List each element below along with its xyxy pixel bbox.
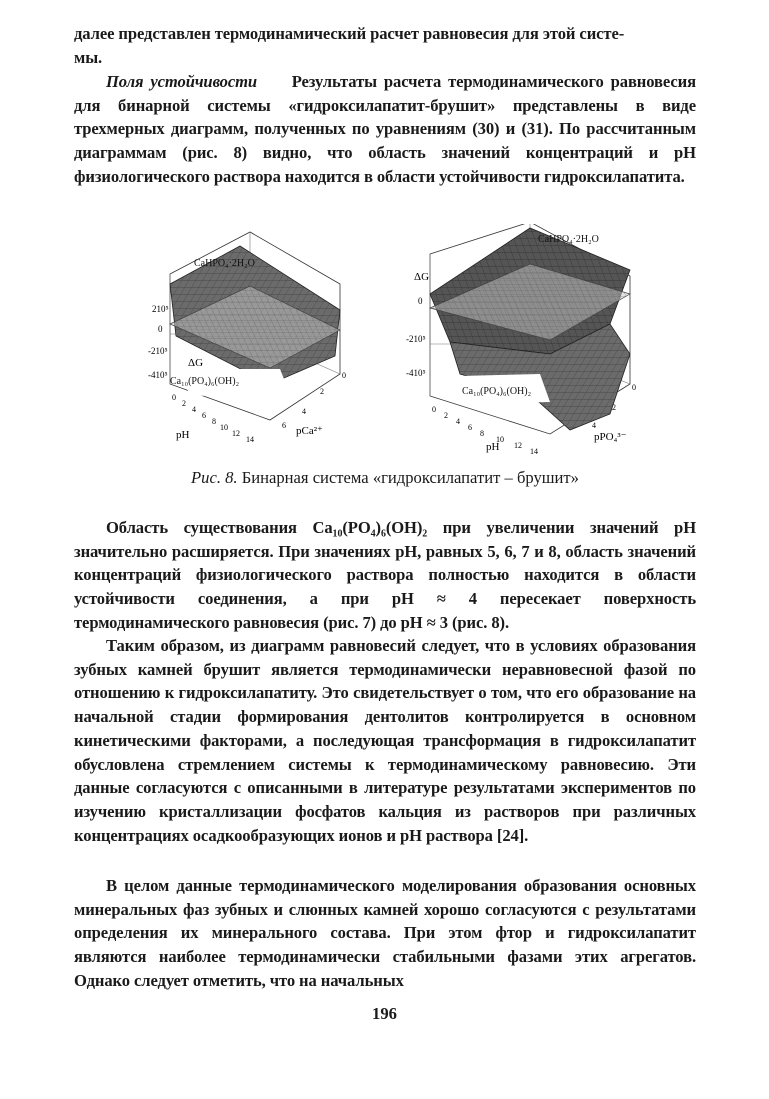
left-plot-y-ticks <box>282 371 346 430</box>
left-plot-x-axis-label: pH <box>176 429 190 441</box>
right-plot-x-ticks <box>432 405 538 456</box>
right-plot-z-tick: -210⁵ <box>406 334 426 344</box>
left-plot-x-tick: 14 <box>246 435 254 444</box>
figure-8 <box>130 224 650 460</box>
paragraph-summary: В целом данные термодинамического моделирования образования основных минеральных фаз зубных и слюнных камней хорошо согласуются с результатами определения их минерального состава. При этом фтор и гидроксилапатит являются наиболее термодинамически стабильными фазами этих агрегатов. Однако следует отметить, что на начальных <box>74 876 696 990</box>
right-plot-x-tick: 4 <box>456 417 460 426</box>
left-plot-x-tick: 0 <box>172 393 176 402</box>
caption-label: Рис. 8. <box>191 468 238 487</box>
right-plot-z-axis-label: ΔG <box>414 271 430 283</box>
caption-text: Бинарная система «гидроксилапатит – брушит» <box>241 468 579 487</box>
left-plot-x-tick: 6 <box>202 411 206 420</box>
right-plot-z-tick: 0 <box>418 296 423 306</box>
right-plot-x-tick: 10 <box>496 435 504 444</box>
right-plot-x-tick: 2 <box>444 411 448 420</box>
left-plot-x-tick: 10 <box>220 423 228 432</box>
left-plot-y-axis-label: pCa²⁺ <box>296 425 323 437</box>
right-plot-x-tick: 12 <box>514 441 522 450</box>
paragraph-conclusion: Таким образом, из диаграмм равновесий следует, что в условиях образования зубных камней брушит является термодинамически неравновесной фазой по отношению к гидроксилапатиту. Это свидетельствует о том, что его образование на начальной стадии формирования дентолитов контролируется в основном кинетическими факторами, а последующая трансформация в гидроксилапатит обусловлена стремлением системы к термодинамическому равновесию. Эти данные согласуются с описанными в литературе результатами экспериментов по изучению кристаллизации фосфатов кальция из растворов при различных концентрациях осадкообразующих ионов и pH раствора [24]. <box>74 636 696 845</box>
left-plot-y-tick: 6 <box>282 421 286 430</box>
left-plot-y-tick: 2 <box>320 387 324 396</box>
right-plot-z-tick: -410⁵ <box>406 368 426 378</box>
right-plot-x-tick: 8 <box>480 429 484 438</box>
left-plot-z-tick: -210⁵ <box>148 346 168 356</box>
right-plot-x-tick: 14 <box>530 447 538 456</box>
left-plot-x-tick: 12 <box>232 429 240 438</box>
left-plot-y-tick: 4 <box>302 407 306 416</box>
right-plot-y-tick: 2 <box>612 403 616 412</box>
paragraph-existence-region: Область существования Ca₁₀(PO₄)₆(OH)₂ при увеличении значений pH значительно расширяется. При значениях pH, равных 5, 6, 7 и 8, область значений концентраций физиологического раствора полностью находится в области устойчивости соединения, а при pH ≈ 4 пересекает поверхность термодинамического равновесия (рис. 7) до pH ≈ 3 (рис. 8). <box>74 518 696 632</box>
left-plot-top-surface-label: CaHPO₄·2H₂O <box>194 258 255 269</box>
right-plot-x-axis-label: pH <box>486 441 500 453</box>
right-plot-top-surface-label: CaHPO₄·2H₂O <box>538 234 599 245</box>
right-plot-y-axis-label: pPO₄³⁻ <box>594 431 627 443</box>
right-plot-x-tick: 6 <box>468 423 472 432</box>
figure-caption <box>74 468 696 488</box>
intro-line-1: далее представлен термодинамический расчет равновесия для этой систе- <box>74 24 625 43</box>
stability-body: Результаты расчета термодинамического равновесия для бинарной системы «гидроксилапатит-брушит» представлены в виде трехмерных диаграмм, полученных по уравнениям (30) и (31). По рассчитанным диаграммам (рис. 8) видно, что область значений концентраций и pH физиологического раствора находится в области устойчивости гидроксилапатита. <box>74 72 696 186</box>
left-plot-x-tick: 2 <box>182 399 186 408</box>
right-3d-plot <box>406 224 636 456</box>
left-plot-x-tick: 8 <box>212 417 216 426</box>
intro-line-2: мы. <box>74 47 103 67</box>
right-plot-y-tick: 4 <box>592 421 596 430</box>
left-plot-bottom-surface-label: Ca₁₀(PO₄)₆(OH)₂ <box>170 376 240 387</box>
left-plot-z-axis-label: ΔG <box>188 357 204 369</box>
right-plot-y-tick: 0 <box>632 383 636 392</box>
page-number: 196 <box>372 1004 397 1023</box>
right-plot-bottom-surface-label: Ca₁₀(PO₄)₆(OH)₂ <box>462 386 532 397</box>
right-plot-x-tick: 0 <box>432 405 436 414</box>
section-heading: Поля устойчивости <box>106 72 258 91</box>
left-3d-plot <box>148 232 346 444</box>
left-plot-y-tick: 0 <box>342 371 346 380</box>
paragraph-stability-fields <box>74 70 696 189</box>
left-plot-z-tick: 210⁵ <box>152 304 169 314</box>
left-plot-z-tick: 0 <box>158 324 163 334</box>
left-plot-x-tick: 4 <box>192 405 196 414</box>
paragraph-intro <box>74 22 696 69</box>
left-plot-z-tick: -410⁵ <box>148 370 168 380</box>
